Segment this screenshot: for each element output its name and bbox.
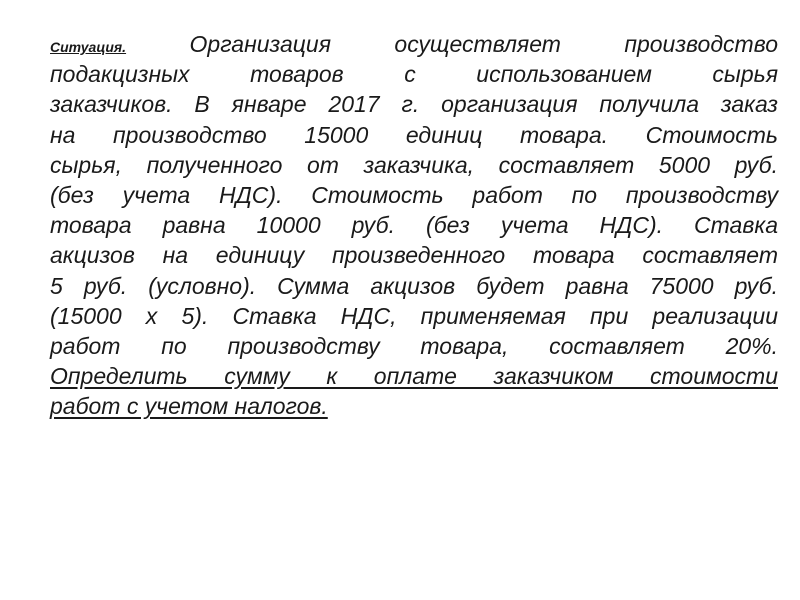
task-line-2: работ с учетом налогов. (50, 393, 328, 420)
text-line-4: на производство 15000 единиц товара. Стоимость (50, 121, 778, 148)
text-line-11: работ по производству товара, составляет 20%. (50, 332, 778, 359)
text-line-5: сырья, полученного от заказчика, составляет 5000 руб. (50, 151, 778, 178)
text-line-8: акцизов на единицу произведенного товара составляет (50, 242, 778, 269)
text-line-9: 5 руб. (условно). Сумма акцизов будет равна 75000 руб. (50, 272, 778, 299)
text-line-7: товара равна 10000 руб. (без учета НДС). Ставка (50, 212, 778, 239)
text-line-10: (15000 х 5). Ставка НДС, применяемая при реализации (50, 302, 778, 329)
text-line-1 (50, 29, 778, 59)
task-line-1: Определить сумму к оплате заказчиком стоимости (50, 363, 778, 390)
text-line-3: заказчиков. В январе 2017 г. организация получила заказ (50, 91, 778, 118)
text-line-1-content: Организация осуществляет производство (189, 31, 778, 57)
situation-text (50, 29, 778, 421)
text-line-2: подакцизных товаров с использованием сырья (50, 61, 778, 88)
text-line-6: (без учета НДС). Стоимость работ по производству (50, 181, 778, 208)
situation-label: Ситуация. (50, 39, 127, 55)
